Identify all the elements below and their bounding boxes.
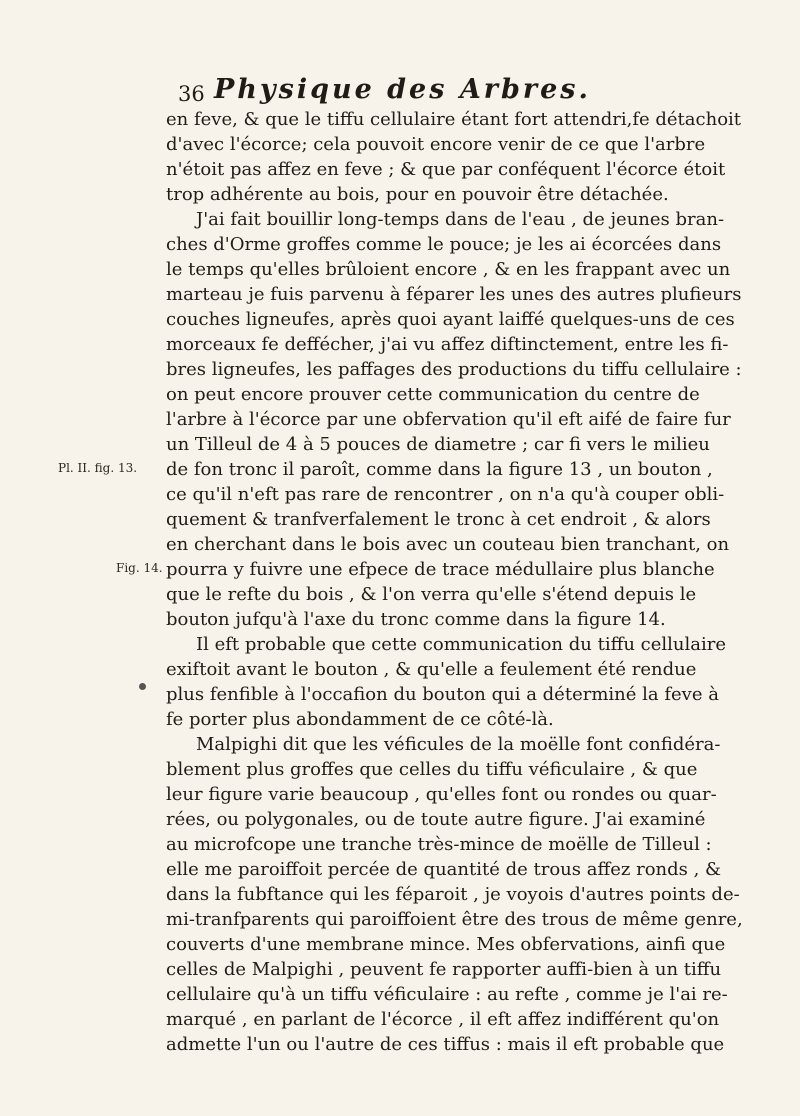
text-line: d'avec l'écorce; cela pouvoit encore venir de ce que l'arbre: [166, 134, 706, 155]
text-line: exiftoit avant le bouton , & qu'elle a feulement été rendue: [166, 659, 697, 680]
text-line: leur figure varie beaucoup , qu'elles font ou rondes ou quar-: [166, 784, 717, 805]
text-line: fe porter plus abondamment de ce côté-là.: [166, 709, 554, 730]
text-line: n'étoit pas affez en feve ; & que par conféquent l'écorce étoit: [166, 159, 726, 180]
text-line: couverts d'une membrane mince. Mes obfervations, ainfi que: [166, 934, 726, 955]
text-line: cellulaire qu'à un tiffu véficulaire : au refte , comme je l'ai re-: [166, 984, 728, 1005]
text-line: un Tilleul de 4 à 5 pouces de diametre ; car fi vers le milieu: [166, 434, 710, 455]
text-line: J'ai fait bouillir long-temps dans de l'eau , de jeunes bran-: [196, 209, 725, 230]
text-line: elle me paroiffoit percée de quantité de trous affez ronds , &: [166, 859, 722, 880]
text-line: morceaux fe deffécher, j'ai vu affez diftinctement, entre les fi-: [166, 334, 729, 355]
text-line: le temps qu'elles brûloient encore , & en les frappant avec un: [166, 259, 731, 280]
text-line: rées, ou polygonales, ou de toute autre figure. J'ai examiné: [166, 809, 706, 830]
text-line: ches d'Orme groffes comme le pouce; je les ai écorcées dans: [166, 234, 722, 255]
ink-speck: [139, 683, 146, 690]
text-line: marqué , en parlant de l'écorce , il eft affez indifférent qu'on: [166, 1009, 720, 1030]
text-line: en feve, & que le tiffu cellulaire étant fort attendri,fe détachoit: [166, 109, 742, 130]
text-line: admette l'un ou l'autre de ces tiffus : mais il eft probable que: [166, 1034, 725, 1055]
text-line: de fon tronc il paroît, comme dans la figure 13 , un bouton ,: [166, 459, 713, 480]
text-line: on peut encore prouver cette communication du centre de: [166, 384, 700, 405]
text-line: bouton jufqu'à l'axe du tronc comme dans la figure 14.: [166, 609, 666, 630]
text-line: en cherchant dans le bois avec un couteau bien tranchant, on: [166, 534, 730, 555]
margin-note-fig14: Fig. 14.: [116, 561, 163, 575]
text-line: plus fenfible à l'occafion du bouton qui a déterminé la feve à: [166, 684, 719, 705]
text-line: blement plus groffes que celles du tiffu véficulaire , & que: [166, 759, 698, 780]
text-line: mi-tranfparents qui paroiffoient être des trous de même genre,: [166, 909, 743, 930]
text-line: Malpighi dit que les véficules de la moëlle font confidéra-: [196, 734, 721, 755]
running-title: Physique des Arbres.: [214, 74, 591, 105]
text-line: Il eft probable que cette communication du tiffu cellulaire: [196, 634, 727, 655]
text-line: pourra y fuivre une efpece de trace médullaire plus blanche: [166, 559, 715, 580]
text-line: l'arbre à l'écorce par une obfervation qu'il eft aifé de faire fur: [166, 409, 731, 430]
text-line: celles de Malpighi , peuvent fe rapporter auffi-bien à un tiffu: [166, 959, 722, 980]
text-line: marteau je fuis parvenu à féparer les unes des autres plufieurs: [166, 284, 742, 305]
text-line: au microfcope une tranche très-mince de moëlle de Tilleul :: [166, 834, 712, 855]
text-line: quement & tranfverfalement le tronc à cet endroit , & alors: [166, 509, 711, 530]
text-line: que le refte du bois , & l'on verra qu'elle s'étend depuis le: [166, 584, 697, 605]
text-line: trop adhérente au bois, pour en pouvoir être détachée.: [166, 184, 669, 205]
text-line: dans la fubftance qui les féparoit , je voyois d'autres points de-: [166, 884, 740, 905]
text-line: couches ligneufes, après quoi ayant laiffé quelques-uns de ces: [166, 309, 735, 330]
margin-note-fig13: Pl. II. fig. 13.: [58, 461, 138, 475]
text-line: ce qu'il n'eft pas rare de rencontrer , on n'a qu'à couper obli-: [166, 484, 725, 505]
text-line: bres ligneufes, les paffages des productions du tiffu cellulaire :: [166, 359, 742, 380]
page-number: 36: [178, 82, 205, 106]
